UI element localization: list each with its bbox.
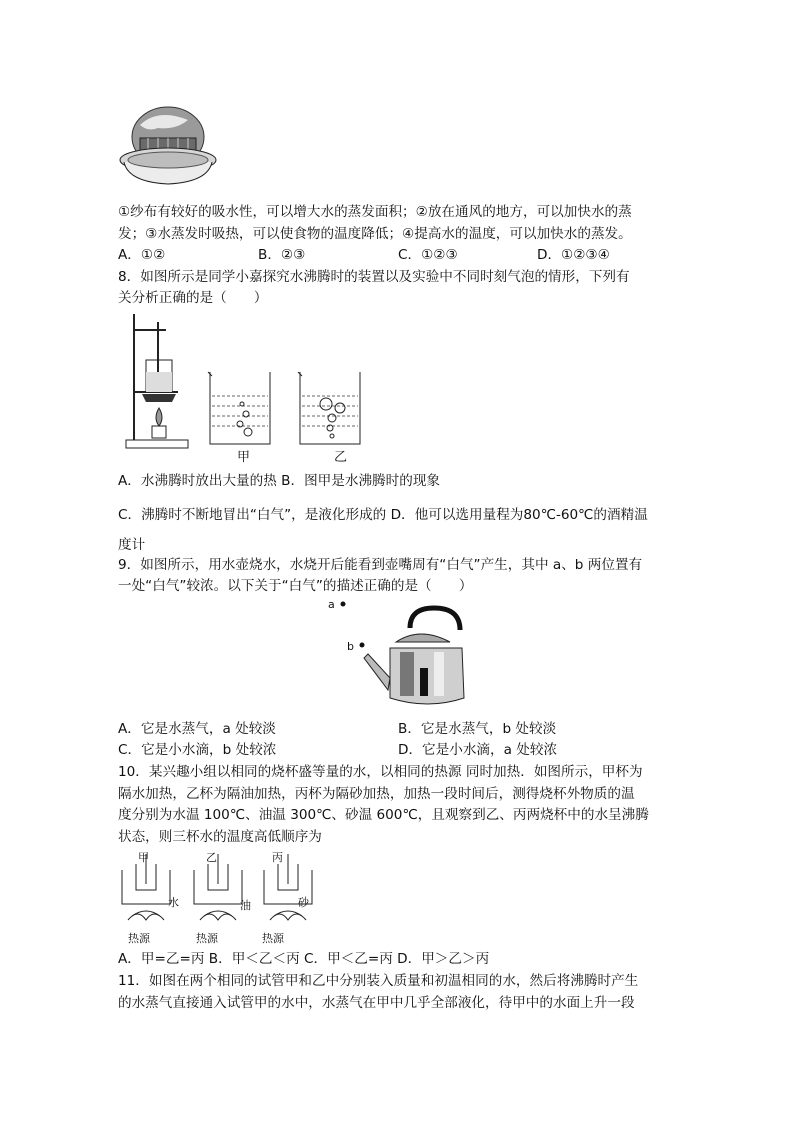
medium-label-oil: 油: [240, 899, 251, 912]
q8-text-line2: 关分析正确的是（ ）: [118, 290, 268, 306]
q9-option-b: B．它是水蒸气，b 处较淡: [398, 721, 557, 737]
cup-label-jia: 甲: [138, 851, 149, 864]
q7-text-line1: ①纱布有较好的吸水性，可以增大水的蒸发面积；②放在通风的地方，可以加快水的蒸: [118, 204, 632, 220]
beaker-label-jia: 甲: [237, 450, 251, 465]
q9-option-a: A．它是水蒸气，a 处较淡: [118, 721, 276, 737]
q7-text-line2: 发；③水蒸发时吸热，可以使食物的温度降低；④提高水的温度，可以加快水的蒸发。: [118, 226, 632, 242]
q10-text-line2: 隔水加热，乙杯为隔油加热，丙杯为隔砂加热，加热一段时间后，测得烧杯外物质的温: [118, 786, 635, 802]
medium-label-sand: 砂: [298, 896, 309, 909]
q8-option-ab: A．水沸腾时放出大量的热 B．图甲是水沸腾时的现象: [118, 473, 441, 489]
kettle-figure: [338, 598, 470, 716]
kettle-label-a: a: [328, 598, 335, 611]
beaker-label-yi: 乙: [334, 450, 348, 465]
heat-source-label-3: 热源: [262, 932, 284, 945]
q11-text-line1: 11．如图在两个相同的试管甲和乙中分别装入质量和初温相同的水，然后将沸腾时产生: [118, 973, 639, 989]
medium-label-water: 水: [168, 896, 179, 909]
heat-source-label-1: 热源: [128, 932, 150, 945]
q7-option-b: B．②③: [258, 247, 306, 263]
heat-source-label-2: 热源: [196, 932, 218, 945]
q11-text-line2: 的水蒸气直接通入试管甲的水中，水蒸气在甲中几乎全部液化，待甲中的水面上升一段: [118, 995, 635, 1011]
q8-text-line1: 8．如图所示是同学小嘉探究水沸腾时的装置以及实验中不同时刻气泡的情形，下列有: [118, 269, 630, 285]
q8-option-cd: C．沸腾时不断地冒出“白气”，是液化形成的 D．他可以选用量程为80℃-60℃的酒精温: [118, 507, 648, 523]
q8-option-d-cont: 度计: [118, 537, 146, 553]
q10-text-line4: 状态，则三杯水的温度高低顺序为: [118, 829, 322, 845]
kettle-label-b: b: [347, 640, 354, 653]
cup-label-yi: 乙: [206, 851, 217, 864]
q7-option-a: A．①②: [118, 247, 166, 263]
q10-text-line1: 10．某兴趣小组以相同的烧杯盛等量的水，以相同的热源 同时加热．如图所示，甲杯为: [118, 764, 643, 780]
q9-text-line2: 一处“白气”较浓。以下关于“白气”的描述正确的是（ ）: [118, 578, 473, 594]
q7-option-d: D．①②③④: [537, 247, 610, 263]
q10-options: A．甲=乙=丙 B．甲＜乙＜丙 C．甲＜乙=丙 D．甲＞乙＞丙: [118, 951, 490, 967]
q9-text-line1: 9．如图所示，用水壶烧水，水烧开后能看到壶嘴周有“白气”产生，其中 a、b 两位置有: [118, 557, 643, 573]
boiling-apparatus-figure: [118, 312, 398, 462]
q10-text-line3: 度分别为水温 100℃、油温 300℃、砂温 600℃，且观察到乙、丙两烧杯中的水呈沸腾: [118, 807, 649, 823]
q7-option-c: C．①②③: [398, 247, 458, 263]
cup-label-bing: 丙: [272, 851, 283, 864]
q9-option-c: C．它是小水滴，b 处较浓: [118, 742, 277, 758]
q9-option-d: D．它是小水滴，a 处较浓: [398, 742, 558, 758]
gauze-basin-figure: [118, 100, 222, 190]
